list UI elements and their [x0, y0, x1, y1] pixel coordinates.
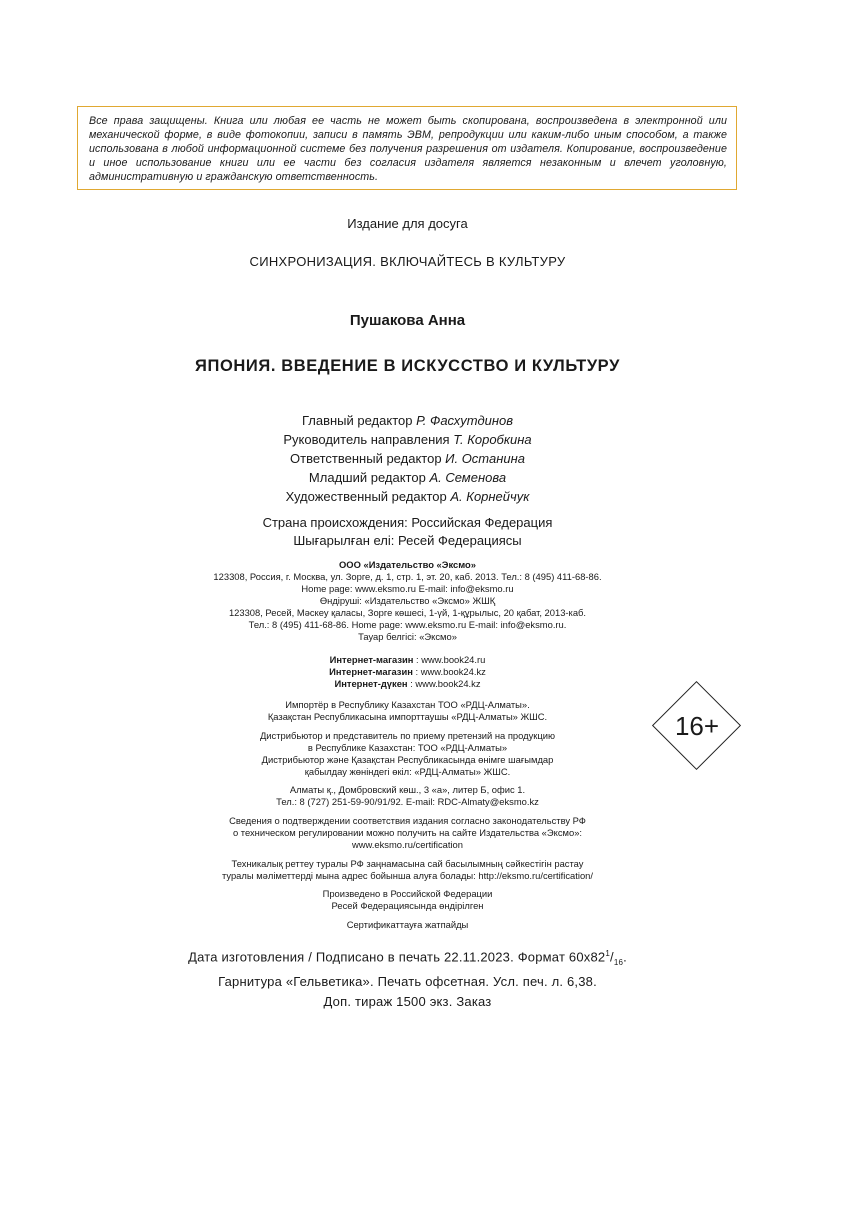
publisher-kz-name: Өндіруші: «Издательство «Эксмо» ЖШҚ	[319, 595, 496, 606]
distributor-info: Дистрибьютор и представитель по приему претензий на продукцию в Республике Казахстан: ТОО «РДЦ-Алматы» Дистрибьютор және Қазақстан Республикасында өнімге шағымдар қабылдау жөніндегі өкіл: «РДЦ-Алматы» ЖШС.	[259, 730, 556, 777]
shop-line: Интернет-магазин : www.book24.kz	[329, 666, 486, 677]
staff-line: Художественный редактор А. Корнейчук	[285, 489, 530, 504]
editorial-staff	[0, 411, 815, 506]
print-line-3: Доп. тираж 1500 экз. Заказ	[323, 993, 492, 1009]
staff-line: Руководитель направления Т. Коробкина	[283, 432, 532, 447]
shop-line: Интернет-магазин : www.book24.ru	[329, 654, 486, 665]
age-rating-label: 16+	[674, 711, 720, 741]
edition-type: Издание для досуга	[347, 216, 468, 231]
almaty-address: Алматы қ., Домбровский көш., 3 «а», литер Б, офис 1. Тел.: 8 (727) 251-59-90/91/92. E-mail: RDC-Almaty@eksmo.kz	[276, 784, 539, 807]
staff-line: Младший редактор А. Семенова	[308, 470, 507, 485]
staff-line: Ответственный редактор И. Останина	[290, 451, 525, 466]
publisher-kz-address: 123308, Ресей, Мәскеу қаласы, Зорге көшесі, 1-үй, 1-құрылыс, 20 қабат, 2013-каб.	[228, 607, 587, 618]
shop-line: Интернет-дүкен : www.book24.kz	[334, 678, 481, 689]
certification-ru: Сведения о подтверждении соответствия издания согласно законодательству РФ о техническом регулировании можно получить на сайте Издательства «Эксмо»: www.eksmo.ru/certification	[229, 815, 586, 850]
no-certification: Сертификаттауға жатпайды	[346, 919, 469, 930]
produced-in: Произведено в Российской Федерации Ресей Федерациясында өндірілген	[322, 888, 493, 911]
staff-line: Главный редактор Р. Фасхутдинов	[301, 413, 514, 428]
publisher-web: Home page: www.eksmo.ru E-mail: info@eksmo.ru	[301, 583, 514, 594]
country-of-origin	[0, 514, 815, 550]
age-rating-badge	[652, 681, 742, 771]
author-name: Пушакова Анна	[349, 312, 466, 329]
print-line-2: Гарнитура «Гельветика». Печать офсетная. Усл. печ. л. 6,38.	[218, 974, 597, 990]
print-line-1: Дата изготовления / Подписано в печать 22.11.2023. Формат $60x82^1/_{16}$.	[188, 949, 627, 967]
publisher-kz-contacts: Тел.: 8 (495) 411-68-86. Home page: www.eksmo.ru E-mail: info@eksmo.ru.	[248, 619, 567, 630]
publisher-address: 123308, Россия, г. Москва, ул. Зорге, д. 1, стр. 1, эт. 20, каб. 2013. Тел.: 8 (495) 411-68-86.	[213, 571, 602, 582]
print-details	[0, 944, 815, 1011]
publisher-info	[0, 559, 815, 643]
publisher-name: ООО «Издательство «Эксмо»	[339, 559, 476, 570]
book-title: ЯПОНИЯ. ВВЕДЕНИЕ В ИСКУССТВО И КУЛЬТУРУ	[195, 357, 620, 375]
importer-info: Импортёр в Республику Казахстан ТОО «РДЦ-Алматы». Қазақстан Республикасына импорттаушы «РДЦ-Алматы» ЖШС.	[267, 699, 548, 722]
origin-kz: Шығарылған елі: Ресей Федерациясы	[293, 533, 522, 548]
origin-ru: Страна происхождения: Российская Федерация	[262, 515, 553, 530]
certification-kz: Техникалық реттеу туралы РФ заңнамасына сай басылымның сәйкестігін растау туралы мәліметтерді мына адрес бойынша алуға болады: http://eksmo.ru/certification/	[221, 858, 593, 881]
series-name: СИНХРОНИЗАЦИЯ. ВКЛЮЧАЙТЕСЬ В КУЛЬТУРУ	[249, 254, 566, 269]
trademark: Тауар белгісі: «Эксмо»	[358, 631, 457, 642]
rights-notice-text: Все права защищены. Книга или любая ее часть не может быть скопирована, воспроизведена в электронной или механической форме, в виде фотокопии, записи в память ЭВМ, репродукции или каким-либо иным способом, а также использована в любой информационной системе без получения разрешения от издателя. Копирование, воспроизведение и иное использование книги или ее части без согласия издателя является незаконным и влечет уголовную, административную и гражданскую ответственность.	[89, 115, 727, 183]
rights-notice-box	[77, 106, 737, 190]
